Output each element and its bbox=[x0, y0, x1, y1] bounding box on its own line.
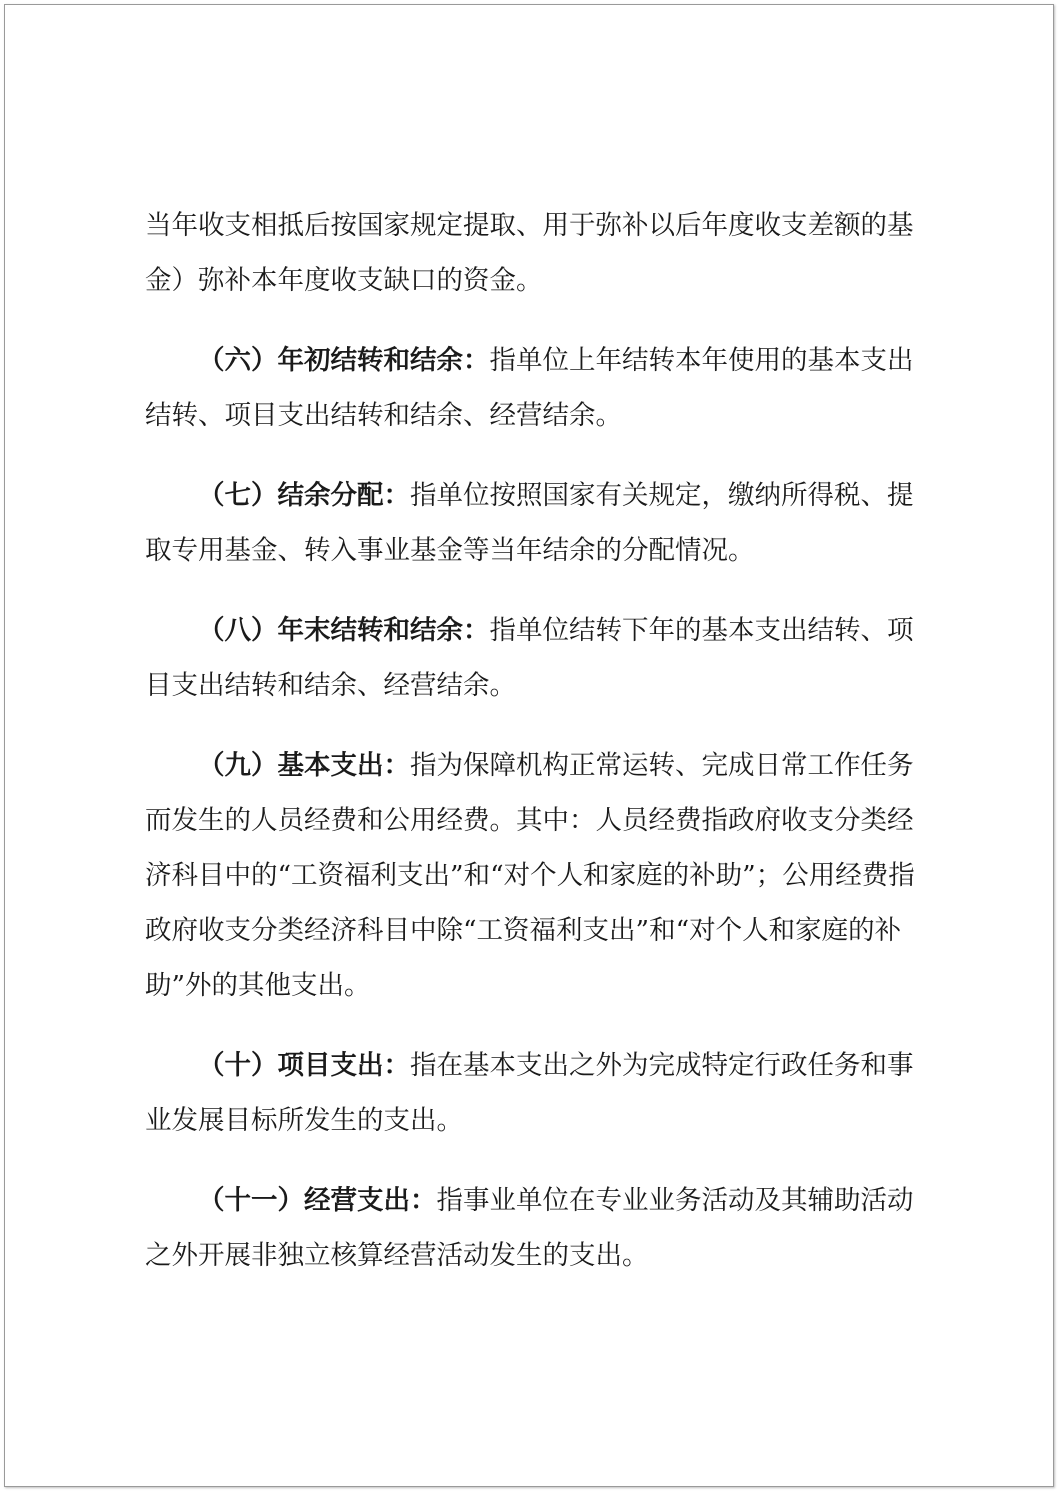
paragraph-year-end-carryover bbox=[145, 603, 935, 713]
document-page bbox=[4, 4, 1054, 1487]
term-heading: （九）基本支出： bbox=[198, 750, 410, 781]
term-heading: （七）结余分配： bbox=[198, 480, 410, 511]
paragraph-body: 指单位上年结转本年使用的基本支出结转、项目支出结转和结余、经营结余。 bbox=[145, 345, 914, 431]
paragraph-body: 指单位结转下年的基本支出结转、项目支出结转和结余、经营结余。 bbox=[145, 615, 914, 701]
paragraph-body: 指事业单位在专业业务活动及其辅助活动之外开展非独立核算经营活动发生的支出。 bbox=[145, 1185, 914, 1271]
paragraph-project-expenditure bbox=[145, 1038, 935, 1148]
paragraph-operating-expenditure bbox=[145, 1173, 935, 1283]
paragraph-surplus-distribution bbox=[145, 468, 935, 578]
term-heading: （六）年初结转和结余： bbox=[198, 345, 490, 376]
paragraph-body: 当年收支相抵后按国家规定提取、用于弥补以后年度收支差额的基金）弥补本年度收支缺口的资金。 bbox=[145, 210, 914, 296]
term-heading: （八）年末结转和结余： bbox=[198, 615, 490, 646]
paragraph-year-start-carryover bbox=[145, 333, 935, 443]
paragraph-body: 指为保障机构正常运转、完成日常工作任务而发生的人员经费和公用经费。其中：人员经费指政府收支分类经济科目中的“工资福利支出”和“对个人和家庭的补助”；公用经费指政府收支分类经济科目中除“工资福利支出”和“对个人和家庭的补助”外的其他支出。 bbox=[145, 750, 915, 1001]
term-heading: （十）项目支出： bbox=[198, 1050, 410, 1081]
paragraph-body: 指在基本支出之外为完成特定行政任务和事业发展目标所发生的支出。 bbox=[145, 1050, 914, 1136]
term-heading: （十一）经营支出： bbox=[198, 1185, 437, 1216]
paragraph-body: 指单位按照国家有关规定，缴纳所得税、提取专用基金、转入事业基金等当年结余的分配情况。 bbox=[145, 480, 914, 566]
paragraph-basic-expenditure bbox=[145, 738, 935, 1013]
paragraph-continuation bbox=[145, 198, 935, 308]
document-body bbox=[145, 198, 935, 1283]
